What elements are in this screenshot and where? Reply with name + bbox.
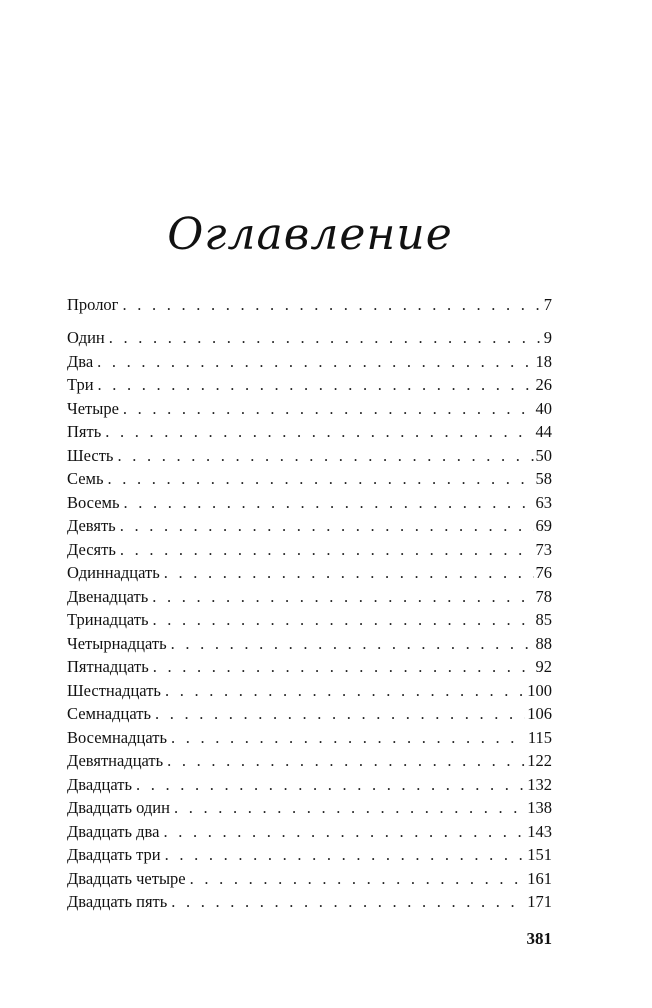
toc-entry-page: 106 (527, 704, 552, 723)
dot-leader (122, 294, 540, 316)
dot-leader (171, 633, 534, 655)
toc-entry (67, 821, 552, 843)
toc-entry (67, 774, 552, 796)
toc-entry-prologue (67, 294, 552, 316)
toc-entry (67, 421, 552, 443)
dot-leader (117, 445, 533, 467)
toc-entry-label: Двадцать четыре (67, 868, 186, 888)
toc-entry-label: Девять (67, 516, 116, 535)
dot-leader (108, 468, 534, 490)
toc-entry-page: 69 (535, 516, 552, 535)
toc-entry (67, 750, 552, 772)
dot-leader (109, 327, 540, 349)
toc-entry (67, 445, 552, 467)
toc-entry-page: 143 (527, 821, 552, 841)
dot-leader (152, 586, 533, 608)
toc-entry-label: Двадцать три (67, 845, 161, 864)
toc-entry-page: 151 (527, 845, 552, 864)
toc-entry-label: Один (67, 328, 105, 347)
toc-entry-label: Два (67, 351, 94, 371)
toc-entry (67, 327, 552, 349)
toc-entry-label: Двадцать (67, 774, 133, 794)
dot-leader (136, 774, 525, 796)
toc-entry-page: 100 (527, 680, 552, 700)
toc-entry-page: 92 (535, 657, 552, 676)
toc-entry-label: Двадцать один (67, 798, 170, 817)
toc-entry-page: 161 (527, 868, 552, 888)
toc-entry (67, 539, 552, 561)
toc-entry (67, 868, 552, 890)
dot-leader (174, 797, 525, 819)
toc-entry-label: Семь (67, 469, 104, 488)
toc-entry-label: Восемнадцать (67, 727, 167, 747)
toc-entry (67, 703, 552, 725)
toc-entry (67, 468, 552, 490)
toc-entry-page: 40 (535, 398, 552, 418)
toc-entry (67, 515, 552, 537)
toc-entry (67, 680, 552, 702)
page-number: 381 (526, 929, 552, 948)
toc-entry-label: Три (67, 375, 94, 394)
toc-entry-label: Четыре (67, 398, 119, 418)
toc-entry-page: 9 (543, 328, 552, 347)
dot-leader (163, 821, 525, 843)
toc-entry (67, 609, 552, 631)
dot-leader (165, 680, 525, 702)
toc-entry-label: Семнадцать (67, 704, 151, 723)
toc-entry-page: 7 (543, 295, 552, 314)
toc-entry-page: 63 (535, 492, 552, 512)
toc-entry-label: Шесть (67, 445, 114, 465)
dot-leader (190, 868, 526, 890)
toc-entry-label: Пролог (67, 295, 119, 314)
toc-entry-page: 88 (535, 633, 552, 653)
toc-entry (67, 562, 552, 584)
dot-leader (164, 562, 534, 584)
dot-leader (120, 515, 534, 537)
dot-leader (123, 398, 534, 420)
toc-entry-page: 138 (527, 798, 552, 817)
dot-leader (155, 703, 525, 725)
dot-leader (171, 891, 525, 913)
toc-entry (67, 586, 552, 608)
toc-entry (67, 891, 552, 913)
toc-entry-label: Тринадцать (67, 610, 149, 629)
toc-entry-page: 78 (535, 586, 552, 606)
toc-entry-label: Двенадцать (67, 586, 149, 606)
dot-leader (98, 374, 534, 396)
toc-entry-page: 73 (535, 539, 552, 559)
toc-entry-page: 76 (535, 563, 552, 582)
dot-leader (123, 492, 533, 514)
toc-entry-label: Пять (67, 422, 102, 441)
toc-entry-page: 85 (535, 610, 552, 629)
toc-entry-page: 58 (535, 469, 552, 488)
page-title: Оглавление (167, 209, 453, 260)
toc-entry-page: 26 (535, 375, 552, 394)
toc-entry (67, 656, 552, 678)
toc-entry-page: 115 (527, 727, 552, 747)
toc-entry (67, 727, 552, 749)
toc-entry-page: 44 (535, 422, 552, 441)
toc-entry-label: Восемь (67, 492, 120, 512)
toc-entry-label: Двадцать пять (67, 892, 168, 911)
toc-entry-page: 18 (535, 351, 552, 371)
dot-leader (97, 351, 533, 373)
toc-entry (67, 351, 552, 373)
toc-entry (67, 492, 552, 514)
toc-entry (67, 398, 552, 420)
toc-entry-label: Девятнадцать (67, 751, 164, 770)
dot-leader (167, 750, 525, 772)
toc-entry-page: 132 (527, 774, 552, 794)
toc-entry-label: Шестнадцать (67, 680, 161, 700)
toc-entry-label: Одиннадцать (67, 563, 160, 582)
toc-entry (67, 374, 552, 396)
toc-entry-label: Десять (67, 539, 116, 559)
toc-entry-page: 50 (535, 445, 552, 465)
toc-entry-label: Пятнадцать (67, 657, 149, 676)
dot-leader (120, 539, 534, 561)
dot-leader (153, 609, 534, 631)
toc-entry-label: Четырнадцать (67, 633, 167, 653)
toc-entry-label: Двадцать два (67, 821, 160, 841)
toc-entry (67, 844, 552, 866)
dot-leader (105, 421, 533, 443)
dot-leader (153, 656, 534, 678)
dot-leader (165, 844, 526, 866)
toc-entry (67, 633, 552, 655)
dot-leader (171, 727, 526, 749)
toc-entry-page: 122 (527, 751, 552, 770)
toc-entry (67, 797, 552, 819)
toc-entry-page: 171 (527, 892, 552, 911)
